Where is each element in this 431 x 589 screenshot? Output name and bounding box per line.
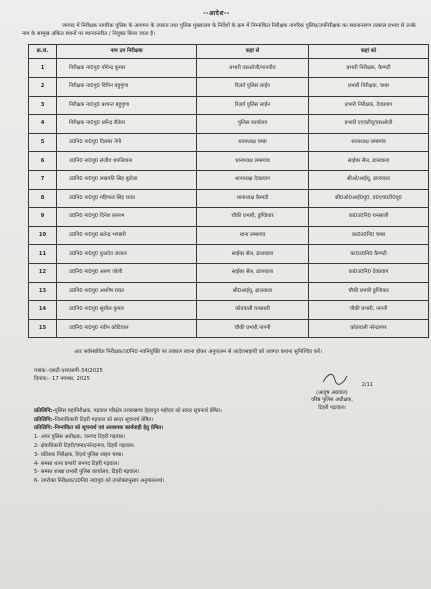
- table-row: [29, 319, 429, 338]
- copy-list-item: 1- अपर पुलिस अधीक्षक, जनपद टिहरी गढ़वाल।: [34, 434, 126, 441]
- table-row: [29, 96, 429, 115]
- officer-name-cell: उ0नि0 ना0पु0 लखपति सिंह बुटोला: [57, 170, 197, 189]
- order-date: दिनांक:- 17 नवम्बर, 2025: [34, 375, 91, 382]
- officer-name-cell: निरीक्षक ना0पु0 प्रशान्त बहुगुणा: [57, 96, 197, 115]
- copy-label: प्रतिलिपि:-: [34, 407, 55, 414]
- table-header-row: [29, 45, 429, 59]
- copy-label: प्रतिलिपि:-: [34, 425, 55, 432]
- table-row: [29, 282, 429, 301]
- to-cell: चौकी प्रभारी डुण्डियार: [309, 282, 429, 301]
- copy-list-item: 4- समस्त थाना प्रभारी जनपद टिहरी गढ़वाल।: [34, 460, 120, 467]
- officer-name-cell: उ0नि0 ना0पु0 सुशील कुमार: [57, 301, 197, 320]
- table-row: [29, 115, 429, 134]
- table-row: [29, 170, 429, 189]
- from-cell: पुलिस कार्यालय: [197, 115, 309, 134]
- serial-cell: 7: [29, 170, 57, 189]
- to-cell: कोतवाली नरेन्द्रनगर: [309, 319, 429, 338]
- serial-cell: 1: [29, 59, 57, 78]
- serial-cell: 13: [29, 282, 57, 301]
- serial-cell: 5: [29, 133, 57, 152]
- from-cell: साईबर सैल, ढालवाला: [197, 263, 309, 282]
- from-cell: थानाध्यक्ष लम्बगांव: [197, 152, 309, 171]
- to-cell: सीओ/आईयू, ढालवाला: [309, 170, 429, 189]
- from-cell: चौकी प्रभारी,नागनी: [197, 319, 309, 338]
- officer-name-cell: उ0नि0 ना0पु0 कुलदेव जलाल: [57, 245, 197, 264]
- header-name: नाम उप निरीक्षक: [57, 45, 197, 59]
- to-cell: थानाध्यक्ष लम्बगांव: [309, 133, 429, 152]
- officer-name-cell: उ0नि0 ना0पु0 नवीन कोटियाल: [57, 319, 197, 338]
- table-row: [29, 226, 429, 245]
- copy-list-item: 6- उपरोक्त निरीक्षक/उ0नि0 ना0पु0 को उपरोक्तानुसार अनुपालनार्थ।: [34, 478, 165, 485]
- signatory-designation: वरिष्ठ पुलिस अधीक्षक,: [311, 397, 353, 404]
- from-cell: थानाध्यक्ष कैम्पटी: [197, 189, 309, 208]
- compliance-paragraph: अतः सर्वसंबंधित निरीक्षक/उ0नि0 नवनियुक्ति पर तत्काल रवाना होकर अनुपालन से आदेशसहायी को अवगत कराना सुनिश्चित करें।: [74, 349, 323, 356]
- copy-text: पुलिस महानिरीक्षक, गढ़वाल परिक्षेत्र उत्तराखण्ड देहरादून महोदय को सादर सूचनार्थ प्रेषित।: [54, 407, 222, 414]
- from-cell: थाना लम्बगांव: [197, 226, 309, 245]
- from-cell: साईबर सैल, ढालवाला: [197, 245, 309, 264]
- serial-cell: 9: [29, 208, 57, 227]
- serial-cell: 11: [29, 245, 57, 264]
- copy-text: निम्नांकित को सूचनार्थ एवं आवश्यक कार्यवाही हेतु प्रेषित।: [54, 425, 164, 432]
- officer-name-cell: उ0नि0 ना0पु0 दिलबर नेगी: [57, 133, 197, 152]
- transfer-table: [28, 44, 429, 338]
- signature-block: [277, 382, 387, 412]
- copy-line: [34, 416, 421, 425]
- table-row: [29, 245, 429, 264]
- table-row: [29, 208, 429, 227]
- signatory-name: (आयुष अग्रवाल): [316, 389, 348, 396]
- to-cell: सी0ओ0आई0यू0, ए0एच0टी0यू0: [309, 189, 429, 208]
- serial-cell: 14: [29, 301, 57, 320]
- table-row: [29, 59, 429, 78]
- copy-line: [34, 424, 421, 433]
- to-cell: प्रभारी निरीक्षक, चम्बा: [309, 78, 429, 97]
- serial-cell: 3: [29, 96, 57, 115]
- order-intro-paragraph: जनपद में निरीक्षक नागरिक पुलिस के आगमन के उपरांत तथा पुलिस मुख्यालय के निर्देशों के क्रम में निम्नांकित निरीक्षक नागरिक पुलिस/उपनिरीक्षक का स्थानान्तरण तत्काल प्रभाव से उनके नाम के सम्मुख अंकित स्थानों पर स्थानान्तरित / नियुक्त किया जाता है।: [22, 23, 416, 38]
- header-to: कहां को: [309, 45, 429, 59]
- to-cell: प्रभारी एएचटीयू/एसओजी: [309, 115, 429, 134]
- copies-block: [34, 404, 421, 486]
- from-cell: रिज़र्व पुलिस लाईन: [197, 78, 309, 97]
- to-cell: का0उ0नि0 घनसाली: [309, 208, 429, 227]
- officer-name-cell: उ0नि0 ना0पु0 अरुण जोशी: [57, 263, 197, 282]
- from-cell: प्रभारी एसओजी/मानवीय: [197, 59, 309, 78]
- copy-label: प्रतिलिपि:-: [34, 416, 55, 423]
- signature-scribble-icon: [321, 370, 361, 386]
- order-title: --आदेश--: [203, 10, 230, 17]
- to-cell: का0उ0नि0 चम्बा: [309, 226, 429, 245]
- to-cell: का0उ0नि0 कैम्पटी: [309, 245, 429, 264]
- serial-cell: 15: [29, 319, 57, 338]
- table-row: [29, 301, 429, 320]
- signatory-place: टिहरी गढ़वाल।: [318, 404, 346, 411]
- to-cell: का0उ0नि0 देवप्रयाग: [309, 263, 429, 282]
- from-cell: रिज़र्व पुलिस लाईन: [197, 96, 309, 115]
- table-row: [29, 263, 429, 282]
- serial-cell: 2: [29, 78, 57, 97]
- table-row: [29, 152, 429, 171]
- officer-name-cell: उ0नि0 ना0पु0 दिनेश बल्लभ: [57, 208, 197, 227]
- officer-name-cell: निरीक्षक ना0पु0 योगेन्द्र कुमार: [57, 59, 197, 78]
- from-cell: थानाध्यक्ष चम्बा: [197, 133, 309, 152]
- copy-list-item: 3- प्रतिसार निरीक्षक, रिज़र्व पुलिस लाइन चम्बा।: [34, 451, 124, 458]
- to-cell: साईबर सैल, ढालवाला: [309, 152, 429, 171]
- serial-cell: 4: [29, 115, 57, 134]
- header-serial: क्र.सं.: [29, 45, 57, 59]
- header-from: कहां से: [197, 45, 309, 59]
- to-cell: प्रभारी निरीक्षक, कैम्पटी: [309, 59, 429, 78]
- officer-name-cell: उ0नि0 ना0पु0 सतेन्द्र भण्डारी: [57, 226, 197, 245]
- table-row: [29, 78, 429, 97]
- serial-cell: 12: [29, 263, 57, 282]
- serial-cell: 10: [29, 226, 57, 245]
- to-cell: चौकी प्रभारी, नागनी: [309, 301, 429, 320]
- table-row: [29, 189, 429, 208]
- officer-name-cell: उ0नि0 ना0पु0 महिपाल सिंह रावत: [57, 189, 197, 208]
- from-cell: कोतवाली घनसाली: [197, 301, 309, 320]
- serial-cell: 8: [29, 189, 57, 208]
- serial-cell: 6: [29, 152, 57, 171]
- from-cell: सी0आईयू, ढालवाला: [197, 282, 309, 301]
- signature-mark: 2/11: [361, 382, 373, 388]
- copy-list-item: 2- क्षेत्राधिकारी टिहरी/चम्बा/नरेन्द्रनगर, टिहरी गढ़वाल।: [34, 442, 135, 449]
- from-cell: चौकी प्रभारी, डुण्डियार: [197, 208, 309, 227]
- officer-name-cell: उ0नि0 ना0पु0 आशीष रावत: [57, 282, 197, 301]
- officer-name-cell: निरीक्षक ना0पु0 धर्मेन्द्र रौतेला: [57, 115, 197, 134]
- table-row: [29, 133, 429, 152]
- to-cell: प्रभारी निरीक्षक, देवप्रयाग: [309, 96, 429, 115]
- officer-name-cell: निरीक्षक ना0पु0 विपिन बहुगुणा: [57, 78, 197, 97]
- copy-text: जिलाधिकारी टिहरी गढ़वाल को सादर सूचनार्थ प्रेषित।: [54, 416, 154, 423]
- officer-name-cell: उ0नि0 ना0पु0 संजीव थपलियाल: [57, 152, 197, 171]
- copy-list-item: 5- समस्त शाखा प्रभारी पुलिस कार्यालय, टिहरी गढ़वाल।: [34, 469, 140, 476]
- from-cell: थानाध्यक्ष देवप्रयाग: [197, 170, 309, 189]
- reference-number: पत्रांक:-एसटी-एसएसपी-34/2025: [34, 367, 103, 374]
